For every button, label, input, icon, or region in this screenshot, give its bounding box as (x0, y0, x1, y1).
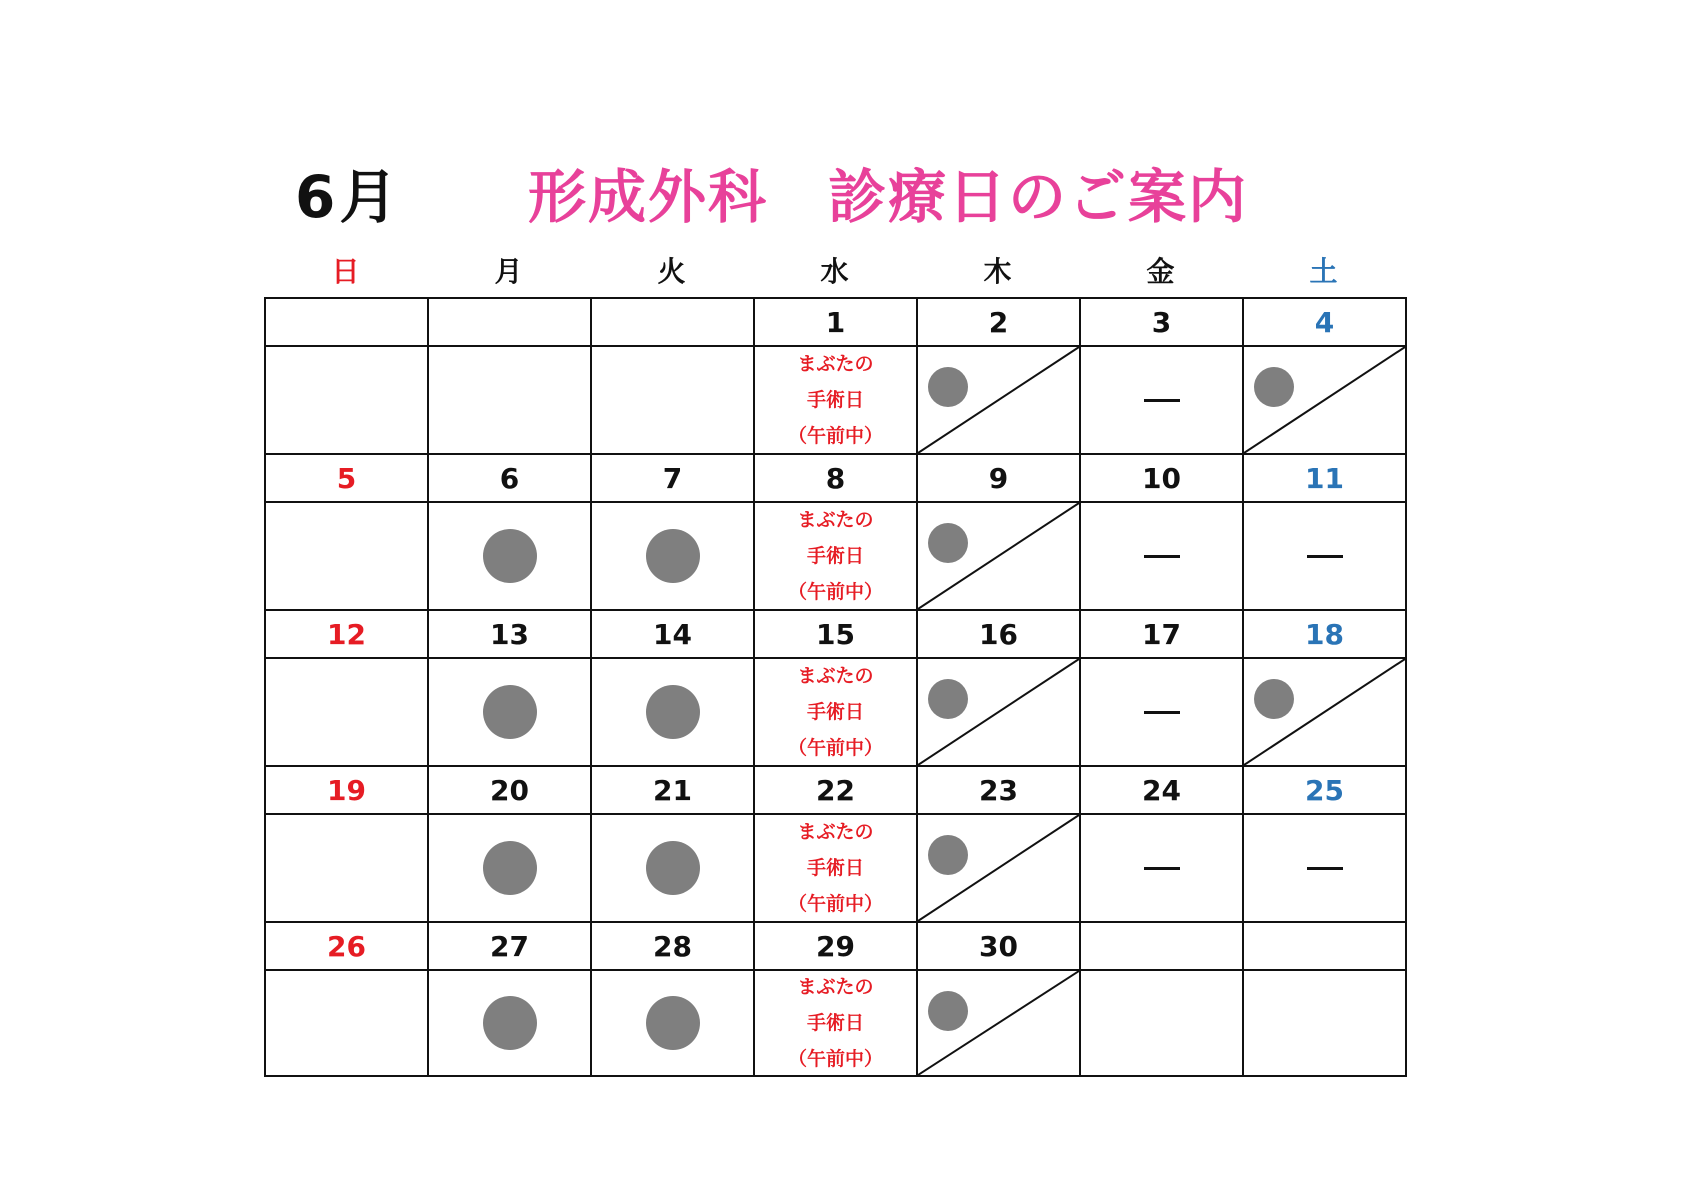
date-number: 6 (499, 461, 520, 495)
status-cell (1081, 347, 1244, 455)
date-number: 4 (1314, 305, 1335, 339)
surgery-note (788, 347, 883, 454)
status-cell (755, 659, 918, 767)
date-cell (429, 611, 592, 659)
filled-circle-icon (483, 996, 537, 1050)
date-cell (1244, 767, 1407, 815)
date-cell (429, 923, 592, 971)
filled-circle-icon (483, 685, 537, 739)
half-day-circle-icon (928, 367, 968, 407)
dash-icon (1144, 711, 1180, 714)
status-cell (1244, 347, 1407, 455)
surgery-note-line1: まぶたの (797, 353, 874, 375)
surgery-note-line1: まぶたの (797, 509, 874, 531)
filled-circle-icon (646, 685, 700, 739)
date-cell (266, 767, 429, 815)
status-cell (429, 815, 592, 923)
status-cell (755, 815, 918, 923)
filled-circle-icon (646, 529, 700, 583)
date-number: 13 (490, 617, 529, 651)
status-cell (266, 347, 429, 455)
status-cell (429, 659, 592, 767)
date-cell (1081, 299, 1244, 347)
date-number: 21 (653, 773, 692, 807)
status-cell (592, 971, 755, 1077)
surgery-note-line2: 手術日 (806, 389, 864, 411)
dash-icon (1307, 867, 1343, 870)
date-cell (918, 611, 1081, 659)
half-day-circle-icon (1254, 679, 1294, 719)
date-number: 12 (327, 617, 366, 651)
date-number: 18 (1305, 617, 1344, 651)
filled-circle-icon (483, 841, 537, 895)
weekday-thu: 木 (983, 255, 1012, 288)
date-cell (755, 767, 918, 815)
status-cell (918, 815, 1081, 923)
date-cell (1081, 611, 1244, 659)
dash-icon (1144, 555, 1180, 558)
status-cell (1244, 503, 1407, 611)
date-number: 23 (979, 773, 1018, 807)
status-cell (429, 971, 592, 1077)
date-number: 10 (1142, 461, 1181, 495)
half-day-circle-icon (928, 523, 968, 563)
date-number: 22 (816, 773, 855, 807)
date-cell (429, 767, 592, 815)
surgery-note-line3: （午前中） (787, 581, 883, 603)
weekday-wed: 水 (820, 255, 849, 288)
status-cell (1081, 503, 1244, 611)
calendar-grid (264, 297, 1407, 1077)
filled-circle-icon (646, 996, 700, 1050)
status-cell (592, 347, 755, 455)
date-number: 1 (825, 305, 846, 339)
date-cell (1244, 923, 1407, 971)
date-number: 17 (1142, 617, 1181, 651)
half-day-circle-icon (928, 835, 968, 875)
date-cell (592, 611, 755, 659)
date-number: 16 (979, 617, 1018, 651)
weekday-sun: 日 (331, 255, 360, 288)
weekday-mon: 月 (494, 255, 523, 288)
date-cell (266, 611, 429, 659)
half-day-circle-icon (928, 679, 968, 719)
date-cell (755, 455, 918, 503)
date-cell (755, 923, 918, 971)
dash-icon (1307, 555, 1343, 558)
date-number: 8 (825, 461, 846, 495)
surgery-note-line1: まぶたの (797, 821, 874, 843)
date-cell (1081, 767, 1244, 815)
date-cell (755, 611, 918, 659)
date-cell (1081, 455, 1244, 503)
status-cell (429, 347, 592, 455)
month-title: 6月 (295, 163, 402, 231)
date-cell (266, 923, 429, 971)
surgery-note-line3: （午前中） (787, 425, 883, 447)
filled-circle-icon (646, 841, 700, 895)
filled-circle-icon (483, 529, 537, 583)
date-cell (266, 455, 429, 503)
date-number: 25 (1305, 773, 1344, 807)
date-number: 11 (1305, 461, 1344, 495)
surgery-note-line1: まぶたの (797, 976, 874, 998)
dash-icon (1144, 399, 1180, 402)
date-number: 24 (1142, 773, 1181, 807)
date-number: 27 (490, 929, 529, 963)
date-number: 3 (1151, 305, 1172, 339)
date-cell (1081, 923, 1244, 971)
surgery-note-line2: 手術日 (806, 1012, 864, 1034)
date-cell (266, 299, 429, 347)
date-number: 29 (816, 929, 855, 963)
date-cell (592, 455, 755, 503)
status-cell (918, 659, 1081, 767)
surgery-note (788, 503, 883, 610)
date-number: 19 (327, 773, 366, 807)
status-cell (592, 815, 755, 923)
surgery-note (788, 659, 883, 766)
status-cell (1081, 815, 1244, 923)
date-cell (755, 299, 918, 347)
date-number: 20 (490, 773, 529, 807)
status-cell (1244, 659, 1407, 767)
status-cell (592, 503, 755, 611)
surgery-note-line3: （午前中） (787, 1048, 883, 1070)
surgery-note (788, 815, 883, 922)
status-cell (1081, 971, 1244, 1077)
surgery-note-line1: まぶたの (797, 665, 874, 687)
date-cell (592, 923, 755, 971)
date-cell (918, 455, 1081, 503)
date-cell (918, 767, 1081, 815)
status-cell (755, 347, 918, 455)
status-cell (918, 503, 1081, 611)
status-cell (266, 971, 429, 1077)
status-cell (266, 815, 429, 923)
status-cell (266, 503, 429, 611)
surgery-note-line2: 手術日 (806, 701, 864, 723)
status-cell (1244, 815, 1407, 923)
surgery-note-line3: （午前中） (787, 893, 883, 915)
surgery-note-line2: 手術日 (806, 545, 864, 567)
date-cell (429, 455, 592, 503)
status-cell (918, 971, 1081, 1077)
date-cell (592, 299, 755, 347)
half-day-circle-icon (928, 991, 968, 1031)
status-cell (755, 503, 918, 611)
status-cell (755, 971, 918, 1077)
date-number: 26 (327, 929, 366, 963)
date-cell (1244, 299, 1407, 347)
surgery-note (788, 971, 883, 1077)
status-cell (1081, 659, 1244, 767)
weekday-sat: 土 (1309, 255, 1338, 288)
surgery-note-line3: （午前中） (787, 737, 883, 759)
status-cell (592, 659, 755, 767)
date-number: 7 (662, 461, 683, 495)
date-cell (1244, 455, 1407, 503)
date-cell (1244, 611, 1407, 659)
status-cell (1244, 971, 1407, 1077)
status-cell (429, 503, 592, 611)
date-number: 9 (988, 461, 1009, 495)
date-number: 5 (336, 461, 357, 495)
date-number: 15 (816, 617, 855, 651)
surgery-note-line2: 手術日 (806, 857, 864, 879)
date-number: 14 (653, 617, 692, 651)
half-day-circle-icon (1254, 367, 1294, 407)
date-number: 30 (979, 929, 1018, 963)
dash-icon (1144, 867, 1180, 870)
status-cell (266, 659, 429, 767)
date-cell (429, 299, 592, 347)
date-cell (918, 299, 1081, 347)
date-cell (592, 767, 755, 815)
status-cell (918, 347, 1081, 455)
weekday-tue: 火 (657, 255, 686, 288)
page-title: 形成外科 診療日のご案内 (528, 163, 1249, 231)
date-number: 28 (653, 929, 692, 963)
date-cell (918, 923, 1081, 971)
date-number: 2 (988, 305, 1009, 339)
weekday-fri: 金 (1146, 255, 1175, 288)
